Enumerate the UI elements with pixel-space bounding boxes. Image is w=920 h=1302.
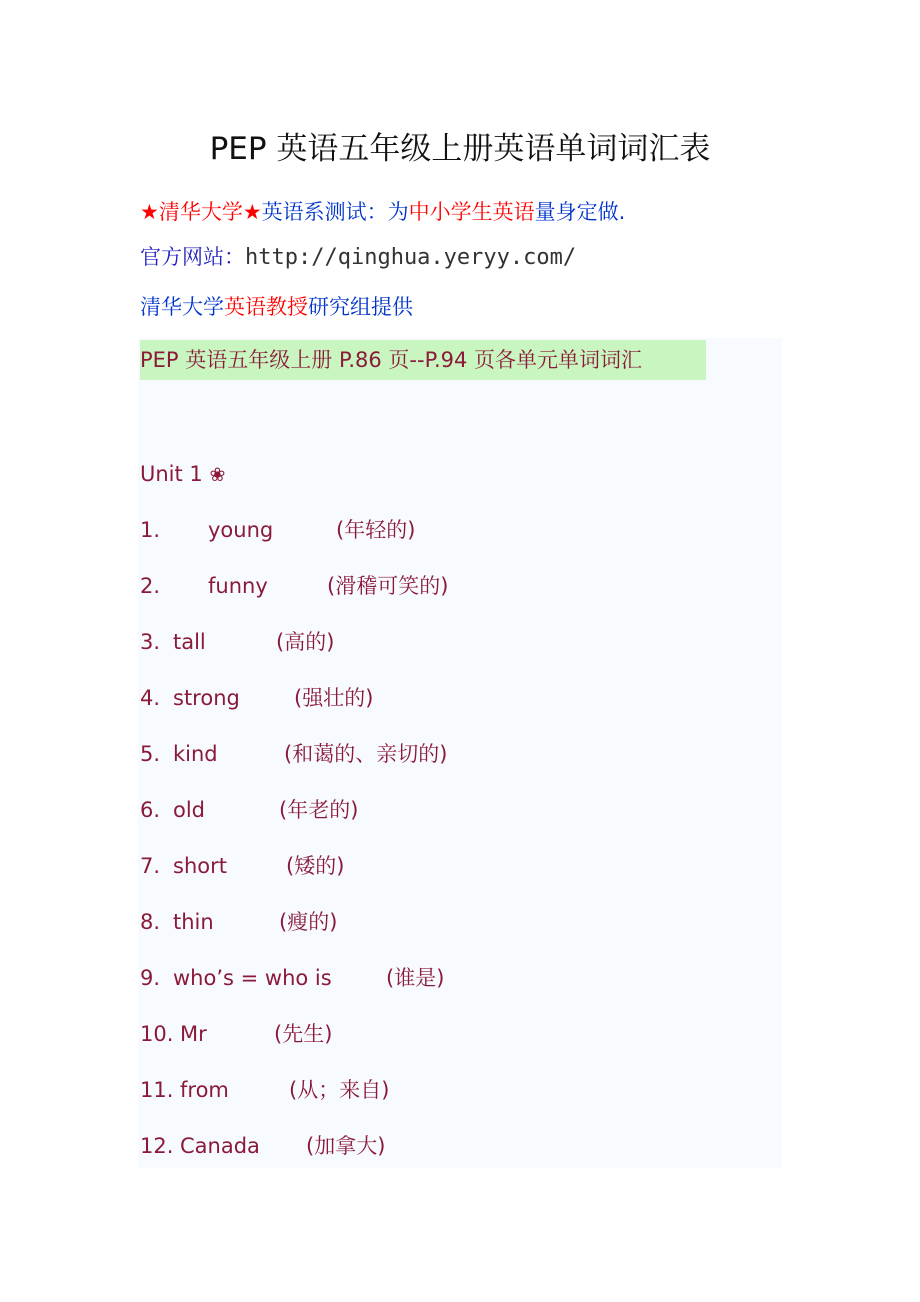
vocab-word: Mr [180, 1022, 207, 1046]
vocab-meaning: (谁是) [386, 966, 445, 990]
vocab-meaning: (高的) [276, 630, 335, 654]
vocab-meaning: (年老的) [279, 798, 359, 822]
vocab-number: 11. [140, 1078, 174, 1102]
vocab-number: 1. [140, 518, 161, 542]
vocab-item [140, 1075, 760, 1105]
vocab-item [140, 515, 760, 545]
section-header [140, 340, 706, 380]
vocab-item [140, 1019, 760, 1049]
website-link[interactable]: http://qinghua.yeryy.com/ [245, 245, 577, 270]
vocab-number: 3. [140, 630, 161, 654]
vocab-number: 5. [140, 742, 161, 766]
vocab-number: 2. [140, 574, 161, 598]
vocab-word: thin [173, 910, 214, 934]
vocab-number: 4. [140, 686, 161, 710]
vocab-item [140, 739, 760, 769]
vocab-meaning: (滑稽可笑的) [327, 574, 449, 598]
vocab-word: from [180, 1078, 229, 1102]
provider-professors: 英语教授 [224, 295, 308, 319]
provider-group: 研究组提供 [308, 295, 413, 319]
vocab-word: kind [173, 742, 218, 766]
vocab-item [140, 963, 760, 993]
section-header-text: PEP 英语五年级上册 P.86 页--P.94 页各单元单词词汇 [140, 348, 643, 372]
vocab-number: 10. [140, 1022, 174, 1046]
provider-university: 清华大学 [140, 295, 224, 319]
vocab-number: 8. [140, 910, 161, 934]
vocab-word: funny [208, 574, 268, 598]
unit-label: Unit 1 [140, 462, 203, 486]
provider-line [140, 292, 413, 322]
vocab-number: 6. [140, 798, 161, 822]
vocab-number: 12. [140, 1134, 174, 1158]
vocab-meaning: (从；来自) [289, 1078, 390, 1102]
vocab-item [140, 571, 760, 601]
promo-target: 中小学生英语 [408, 200, 535, 224]
vocab-number: 7. [140, 854, 161, 878]
vocab-item [140, 851, 760, 881]
flower-icon: ❀ [209, 464, 226, 486]
page-title: PEP 英语五年级上册英语单词词汇表 [209, 131, 711, 167]
vocab-word: young [208, 518, 274, 542]
vocab-item [140, 1131, 760, 1161]
vocab-meaning: (瘦的) [279, 910, 338, 934]
website-label: 官方网站： [140, 245, 245, 269]
vocab-item [140, 627, 760, 657]
vocab-meaning: (和蔼的、亲切的) [284, 742, 448, 766]
vocab-word: old [173, 798, 206, 822]
vocab-meaning: (先生) [274, 1022, 333, 1046]
vocab-word: short [173, 854, 227, 878]
vocab-word: Canada [180, 1134, 260, 1158]
promo-test-text: 英语系测试：为 [261, 200, 409, 224]
vocab-item [140, 907, 760, 937]
vocab-meaning: (矮的) [286, 854, 345, 878]
vocab-meaning: (加拿大) [306, 1134, 386, 1158]
vocab-item [140, 683, 760, 713]
vocab-item [140, 795, 760, 825]
promo-custom: 量身定做. [534, 200, 626, 224]
unit-heading [140, 459, 225, 490]
promo-line [140, 197, 625, 227]
vocab-word: strong [173, 686, 240, 710]
promo-university: ★清华大学★ [140, 200, 262, 224]
vocab-word: tall [173, 630, 206, 654]
website-line [140, 242, 576, 273]
vocab-number: 9. [140, 966, 161, 990]
vocab-meaning: (强壮的) [294, 686, 374, 710]
vocab-meaning: (年轻的) [336, 518, 416, 542]
vocab-word: who’s = who is [173, 966, 332, 990]
